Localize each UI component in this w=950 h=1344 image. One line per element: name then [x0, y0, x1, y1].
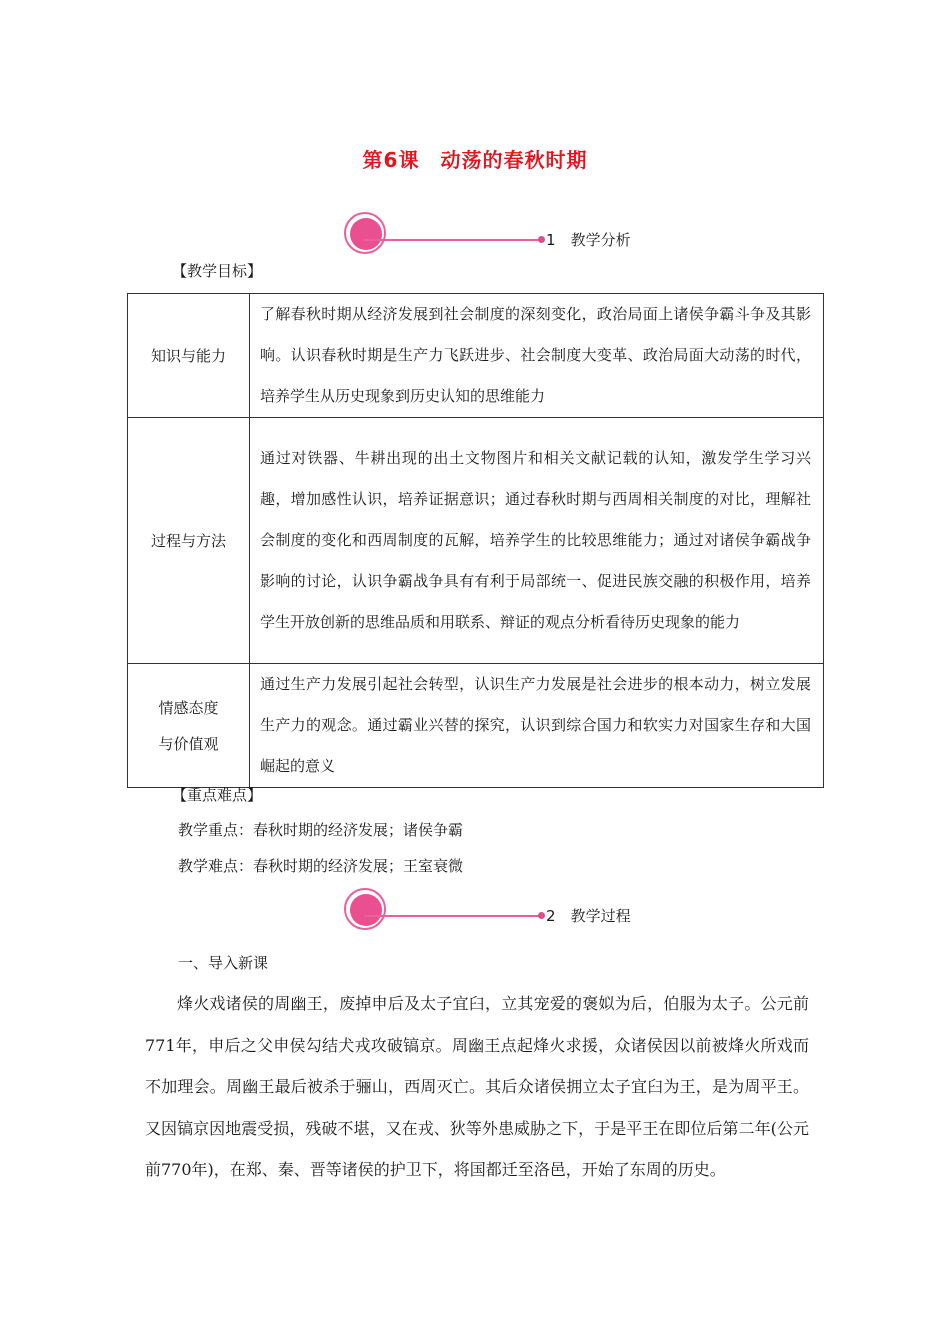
teaching-difficulty: 教学难点：春秋时期的经济发展；王室衰微 — [178, 857, 464, 875]
goal-category: 知识与能力 — [128, 294, 250, 418]
goal-category — [128, 664, 250, 788]
table-row — [128, 664, 824, 788]
goal-category-line: 情感态度 — [158, 698, 219, 717]
section-number: 1 — [546, 231, 556, 249]
section-header-process — [340, 888, 700, 938]
section-label — [546, 229, 631, 250]
goal-description: 了解春秋时期从经济发展到社会制度的深刻变化，政治局面上诸侯争霸斗争及其影响。认识春秋时期是生产力飞跃进步、社会制度大变革、政治局面大动荡的时代，培养学生从历史现象到历史认知的思维能力 — [250, 294, 824, 418]
teaching-goals-table — [127, 293, 824, 788]
section-label — [546, 905, 631, 926]
keypoints-heading: 【重点难点】 — [172, 786, 263, 804]
goal-category: 过程与方法 — [128, 418, 250, 664]
section-title: 教学分析 — [570, 231, 631, 249]
section-header-analysis — [340, 212, 700, 262]
section-divider — [364, 239, 540, 241]
section-number: 2 — [546, 907, 556, 925]
section-title: 教学过程 — [570, 907, 631, 925]
dot-icon — [538, 912, 545, 919]
dot-icon — [538, 236, 545, 243]
circle-fill-icon — [350, 218, 382, 250]
goal-description: 通过对铁器、牛耕出现的出土文物图片和相关文献记载的认知，激发学生学习兴趣，增加感性认识，培养证据意识；通过春秋时期与西周相关制度的对比，理解社会制度的变化和西周制度的瓦解，培养学生的比较思维能力；通过对诸侯争霸战争影响的讨论，认识争霸战争具有有利于局部统一、促进民族交融的积极作用，培养学生开放创新的思维品质和用联系、辩证的观点分析看待历史现象的能力 — [250, 418, 824, 664]
intro-paragraph: 烽火戏诸侯的周幽王，废掉申后及太子宜臼，立其宠爱的褒姒为后，伯服为太子。公元前771年，申后之父申侯勾结犬戎攻破镐京。周幽王点起烽火求援，众诸侯因以前被烽火所戏而不加理会。周幽王最后被杀于骊山，西周灭亡。其后众诸侯拥立太子宜臼为王，是为周平王。又因镐京因地震受损，残破不堪，又在戎、狄等外患威胁之下，于是平王在即位后第二年(公元前770年)，在郑、秦、晋等诸侯的护卫下，将国都迁至洛邑，开始了东周的历史。 — [145, 994, 809, 1179]
table-row — [128, 418, 824, 664]
goal-description: 通过生产力发展引起社会转型，认识生产力发展是社会进步的根本动力，树立发展生产力的观念。通过霸业兴替的探究，认识到综合国力和软实力对国家生存和大国崛起的意义 — [250, 664, 824, 788]
lesson-title: 第6课 动荡的春秋时期 — [362, 148, 588, 172]
goal-category-line: 与价值观 — [158, 734, 219, 753]
intro-heading: 一、导入新课 — [178, 954, 269, 972]
circle-fill-icon — [350, 894, 382, 926]
teaching-focus: 教学重点：春秋时期的经济发展；诸侯争霸 — [178, 821, 464, 839]
table-row — [128, 294, 824, 418]
goals-heading: 【教学目标】 — [172, 262, 263, 280]
section-divider — [364, 915, 540, 917]
